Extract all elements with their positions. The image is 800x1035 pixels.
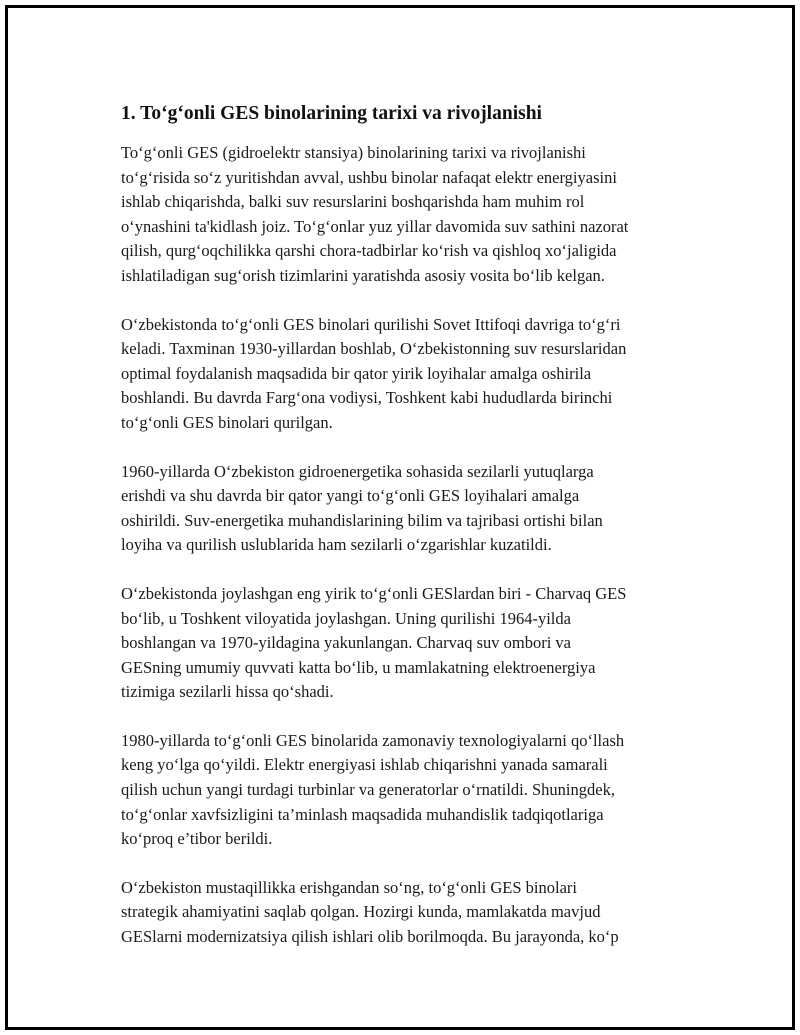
text-line: boshlandi. Bu davrda Farg‘ona vodiysi, Toshkent kabi hududlarda birinchi [121,388,613,408]
text-line: GESning umumiy quvvati katta bo‘lib, u mamlakatning elektroenergiya [121,657,596,677]
text-line: boshlangan va 1970-yildagina yakunlangan. Charvaq suv ombori va [121,633,571,653]
text-line: To‘g‘onli GES (gidroelektr stansiya) binolarining tarixi va rivojlanishi [121,143,586,162]
text-line: GESlarni modernizatsiya qilish ishlari olib borilmoqda. Bu jarayonda, ko‘p [121,927,619,947]
text-line: O‘zbekiston mustaqillikka erishgandan so‘ng, to‘g‘onli GES binolari [121,877,577,897]
text-line: optimal foydalanish maqsadida bir qator yirik loyihalar amalga oshirila [121,363,592,383]
section-title: 1. To‘g‘onli GES binolarining tarixi va rivojlanishi [121,103,542,124]
text-line: oshirildi. Suv-energetika muhandislarining bilim va tajribasi ortishi bilan [121,510,603,530]
text-line: to‘g‘risida so‘z yuritishdan avval, ushbu binolar nafaqat elektr energiyasini [121,167,617,187]
text-line: 1980-yillarda to‘g‘onli GES binolarida zamonaviy texnologiyalarni qo‘llash [121,730,625,750]
text-line: o‘ynashini ta'kidlash joiz. To‘g‘onlar yuz yillar davomida suv sathini nazorat [121,216,629,236]
page-frame [5,5,795,1030]
paragraph-5 [121,729,701,852]
text-line: tizimiga sezilarli hissa qo‘shadi. [121,682,334,702]
text-line: keladi. Taxminan 1930-yillardan boshlab, O‘zbekistonning suv resurslaridan [121,339,627,359]
paragraph-6 [121,876,701,950]
text-line: ishlatiladigan sug‘orish tizimlarini yaratishda asosiy vosita bo‘lib kelgan. [121,265,605,285]
text-line: ishlab chiqarishda, balki suv resurslarini boshqarishda ham muhim rol [121,192,585,212]
text-line: bo‘lib, u Toshkent viloyatida joylashgan. Uning qurilishi 1964-yilda [121,608,571,628]
text-line: to‘g‘onli GES binolari qurilgan. [121,412,333,432]
text-line: O‘zbekistonda to‘g‘onli GES binolari qurilishi Sovet Ittifoqi davriga to‘g‘ri [121,314,621,334]
text-line: loyiha va qurilish uslublarida ham sezilarli o‘zgarishlar kuzatildi. [121,535,552,555]
text-line: O‘zbekistonda joylashgan eng yirik to‘g‘onli GESlardan biri - Charvaq GES [121,583,627,603]
document-content [121,100,701,974]
paragraph-1 [121,141,701,289]
text-line: erishdi va shu davrda bir qator yangi to‘g‘onli GES loyihalari amalga [121,486,580,506]
text-line: strategik ahamiyatini saqlab qolgan. Hozirgi kunda, mamlakatda mavjud [121,902,601,922]
paragraph-4 [121,582,701,705]
paragraph-3 [121,460,701,558]
text-line: to‘g‘onlar xavfsizligini ta’minlash maqsadida muhandislik tadqiqotlariga [121,804,604,824]
text-line: 1960-yillarda O‘zbekiston gidroenergetika sohasida sezilarli yutuqlarga [121,461,594,481]
text-line: keng yo‘lga qo‘yildi. Elektr energiyasi ishlab chiqarishni yanada samarali [121,755,608,775]
text-line: qilish, qurg‘oqchilikka qarshi chora-tadbirlar ko‘rish va qishloq xo‘jaligida [121,241,617,261]
paragraph-2 [121,313,701,436]
text-line: ko‘proq e’tibor berildi. [121,829,273,849]
text-line: qilish uchun yangi turdagi turbinlar va generatorlar o‘rnatildi. Shuningdek, [121,780,615,800]
